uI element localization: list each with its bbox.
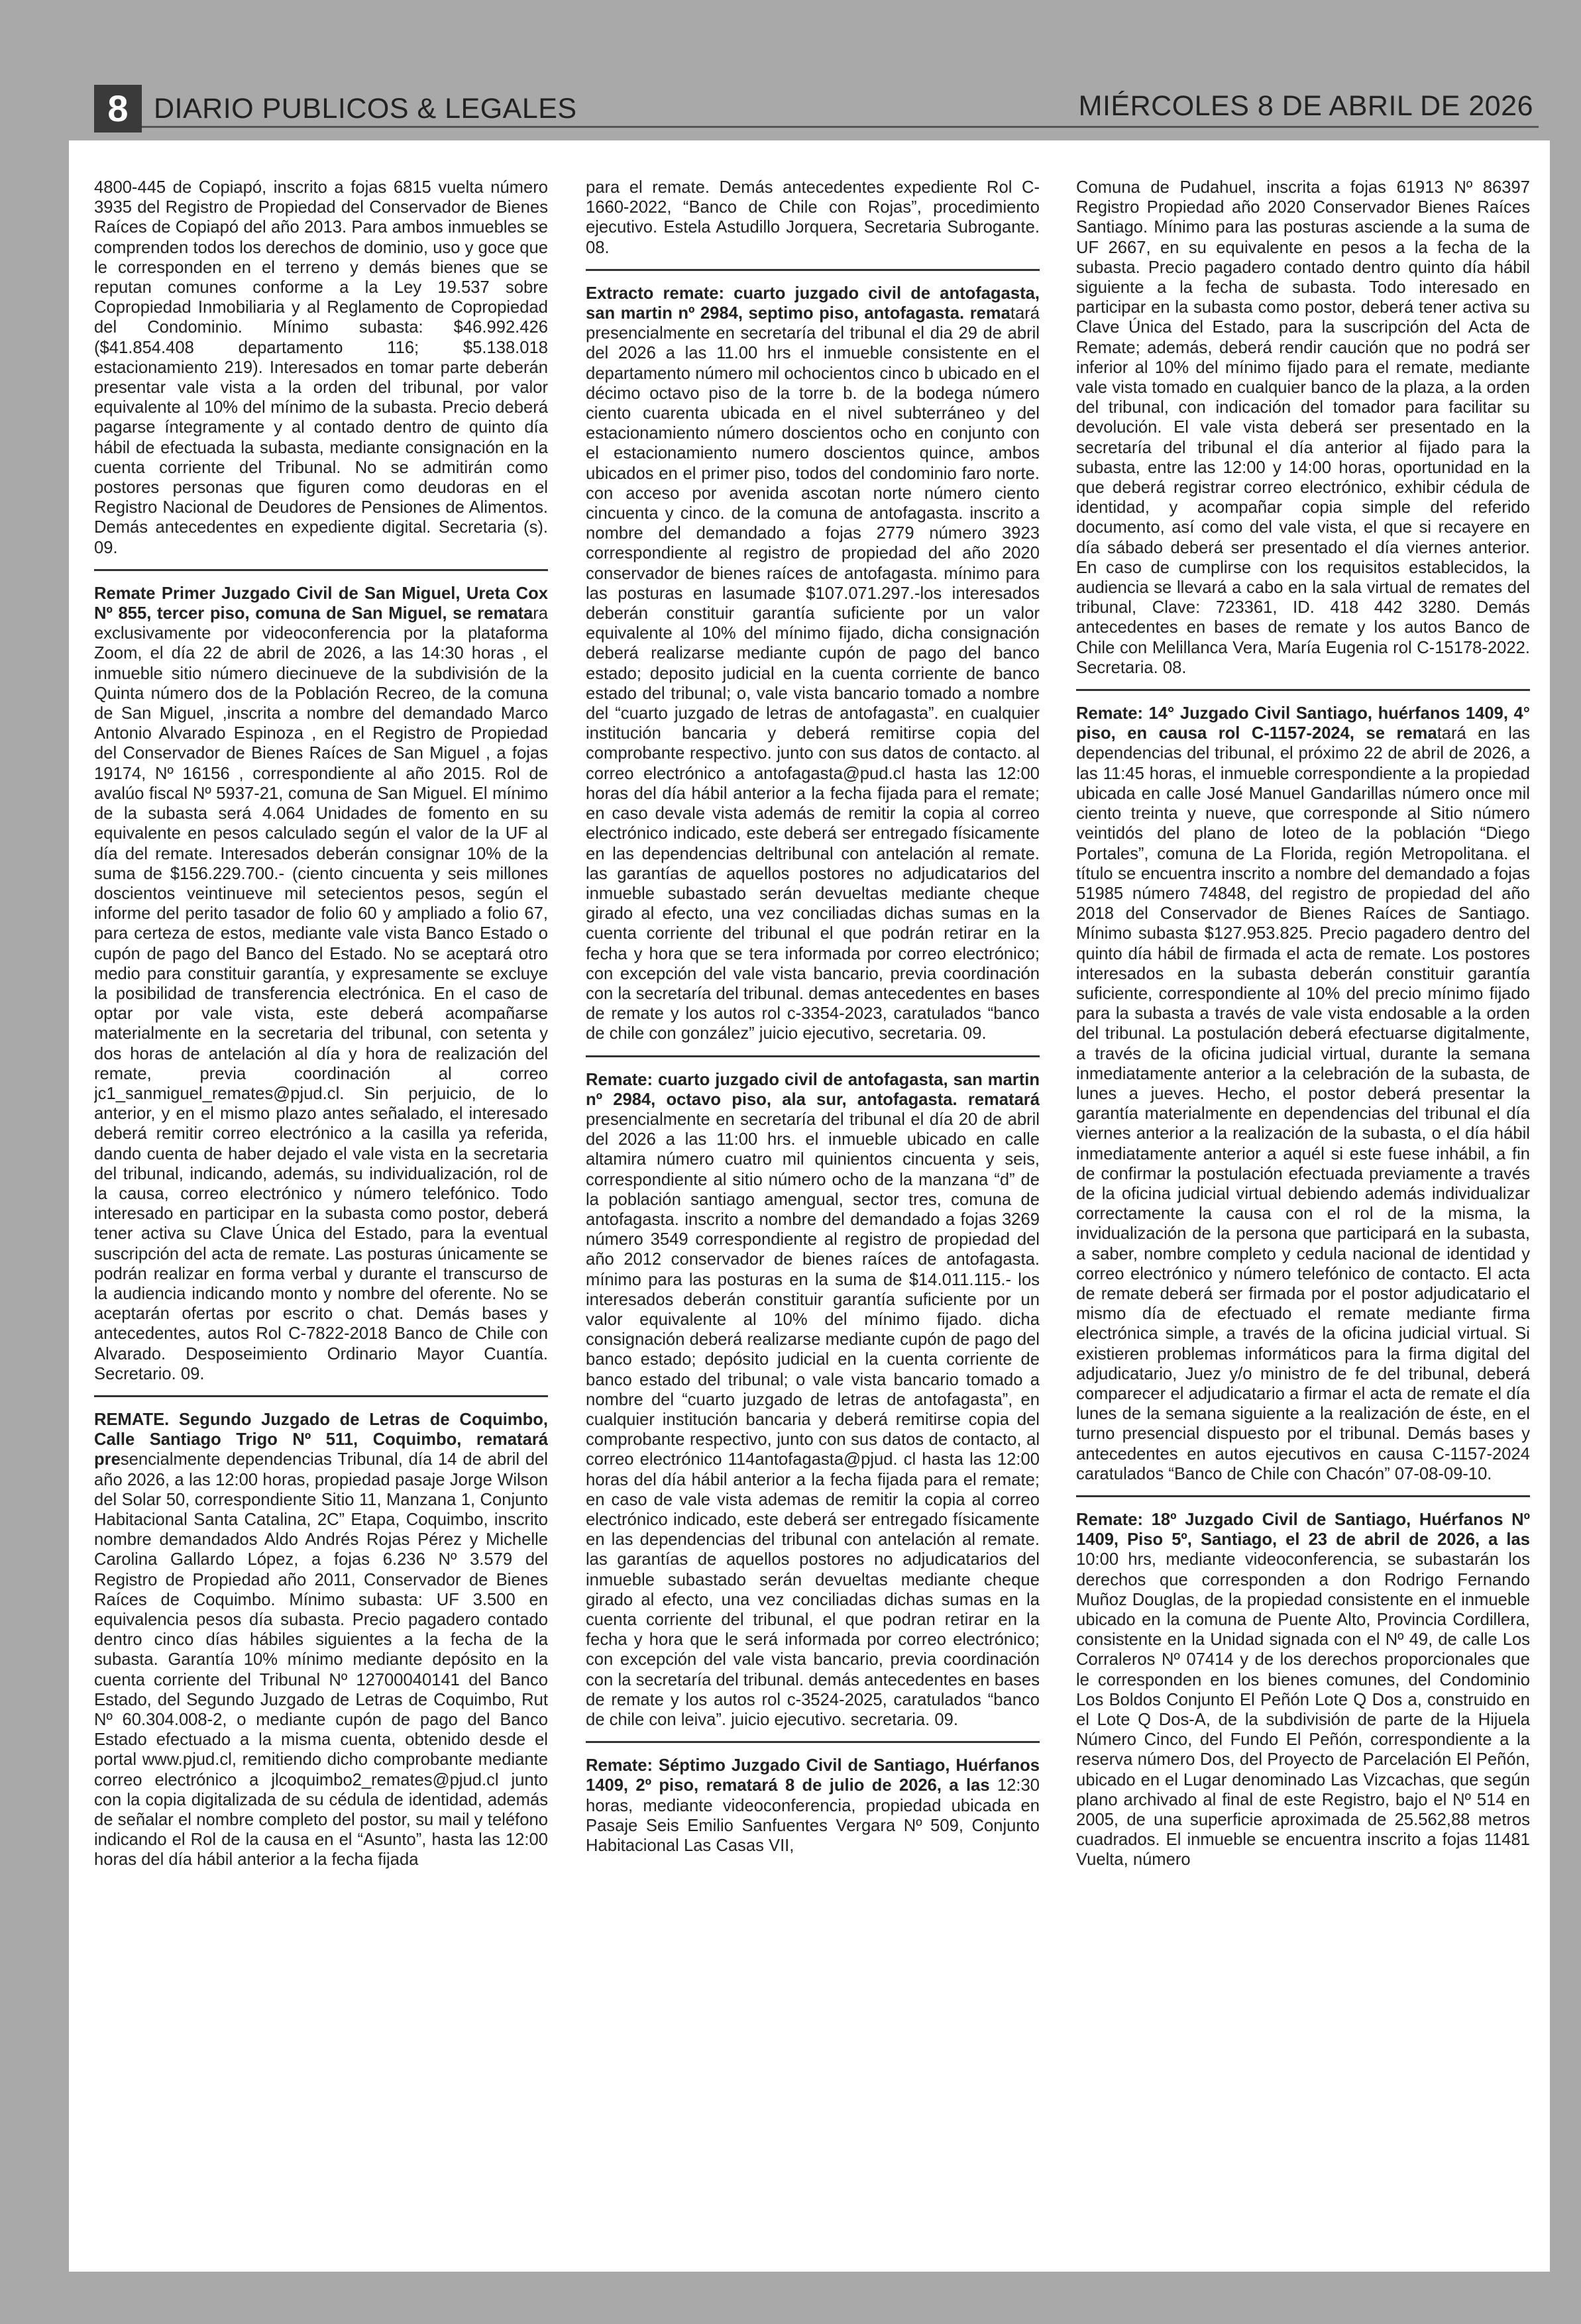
notice-divider (1076, 689, 1530, 691)
notice-lead: Extracto remate: cuarto juzgado civil de antofagasta, san martin nº 2984, septimo piso, antofagasta. rema (586, 284, 1040, 323)
notice-divider (586, 1055, 1040, 1057)
notice-lead: REMATE. Segundo Juzgado de Letras de Coquimbo, Calle Santiago Trigo Nº 511, Coquimbo, rematará pre (94, 1410, 548, 1469)
notice-body: 10:00 hrs, mediante videoconferencia, se subastarán los derechos que corresponden a don Rodrigo Fernando Muñoz Douglas, de la propiedad consistente en el inmueble ubicado en la comuna de Puente Alto, Provincia Cordillera, consistente en la Unidad signada con el Nº 49, de calle Los Corraleros Nº 07414 y de los derechos proporcionales que le corresponden en los bienes comunes, del Condominio Los Boldos Conjunto El Peñón Lote Q Dos a, construido en el Lote Q Dos-A, de la subdivisión de parte de la Hijuela Número Cinco, del Fundo El Peñón, correspondiente a la reserva número Dos, del Proyecto de Parcelación El Peñón, ubicado en el Lugar denominado Las Vizcachas, que según plano archivado al final de este Registro, bajo el Nº 514 en 2005, de una superficie aproximada de 25.562,88 metros cuadrados. El inmueble se encuentra inscrito a fojas 11481 Vuelta, número (1076, 1550, 1530, 1870)
notice-body: ra exclusivamente por videoconferencia por la plataforma Zoom, el día 22 de abril de 2026, a las 14:30 horas , el inmueble sitio número diecinueve de la subdivisión de la Quinta número dos de la Población Recreo, de la comuna de San Miguel, ,inscrita a nombre del demandado Marco Antonio Alvarado Espinoza , en el Registro de Propiedad del Conservador de Bienes Raíces de San Miguel , a fojas 19174, Nº 16156 , correspondiente al año 2015. Rol de avalúo fiscal Nº 5937-21, comuna de San Miguel. El mínimo de la subasta será 4.064 Unidades de fomento en su equivalente en pesos calculado según el valor de la UF al día del remate. Interesados deberán consignar 10% de la suma de $156.229.700.- (ciento cincuenta y seis millones doscientos veintinueve mil setecientos pesos, según el informe del perito tasador de folio 60 y ampliado a folio 67, para certeza de estos, mediante vale vista Banco Estado o cupón de pago del Banco del Estado. No se aceptará otro medio para constituir garantía, y expresamente se excluye la posibilidad de transferencia electrónica. En el caso de optar por vale vista, este deberá acompañarse materialmente en la secretaria del tribunal, con setenta y dos horas de antelación al día y hora de realización del remate, previa coordinación al correo jc1_sanmiguel_remates@pjud.cl. Sin perjuicio, de lo anterior, y en el mismo plazo antes señalado, el interesado deberá remitir correo electrónico a la casilla ya referida, dando cuenta de haber dejado el vale vista en la secretaria del tribunal, indicando, además, su individualización, rol de la causa, correo electrónico y número telefónico. Todo interesado en participar en la subasta como postor, deberá tener activa su Clave Única del Estado, para la eventual suscripción del acta de remate. Las posturas únicamente se podrán realizar en forma verbal y durante el transcurso de la audiencia indicando monto y nombre del oferente. No se aceptarán ofertas por escrito o chat. Demás bases y antecedentes, autos Rol C-7822-2018 Banco de Chile con Alvarado. Desposeimiento Ordinario Mayor Cuantía. Secretario. 09. (94, 604, 548, 1383)
page-number: 8 (94, 85, 142, 132)
notice (586, 178, 1040, 258)
notice (1076, 704, 1530, 1484)
notice (94, 1410, 548, 1870)
column-3 (1076, 178, 1530, 2238)
notice (586, 284, 1040, 1044)
notice (1076, 178, 1530, 678)
notice-body: tará presencialmente en secretaría del tribunal el dia 29 de abril del 2026 a las 11.00 hrs el inmueble consistente en el departamento número mil ochocientos cinco b ubicado en el décimo octavo piso de la torre b. de la bodega número ciento cuarenta ubicada en el nivel subterráneo y del estacionamiento número doscientos ocho en conjunto con el estacionamiento numero doscientos quince, ambos ubicados en el primer piso, todos del condominio faro norte. con acceso por avenida ascotan norte número ciento cincuenta y cinco. de la comuna de antofagasta. inscrito a nombre del demandado a fojas 2779 número 3923 correspondiente al registro de propiedad del año 2020 conservador de bienes raíces de antofagasta. mínimo para las posturas en lasumade $107.071.297.-los interesados deberán constituir garantía suficiente por un valor equivalente al 10% del mínimo fijado, dicha consignación deberá realizarse mediante cupón de pago del banco estado; deposito judicial en la cuenta corriente de banco estado del tribunal; o, vale vista bancario tomado a nombre del “cuarto juzgado de letras de antofagasta”. en cualquier institución bancaria y deberá remitirse copia del comprobante respectivo. junto con sus datos de contacto. al correo electrónico a antofagasta@pud.cl hasta las 12:00 horas del día hábil anterior a la fecha fijada para el remate; en caso devale vista además de remitir la copia al correo electrónico indicado, este deberá ser entregado físicamente en las dependencias deltribunal con antelación al remate. las garantías de aquellos postores no adjudicatarios del inmueble subastado serán devueltas mediante cheque girado al efecto, una vez conciliadas dichas sumas en la cuenta corriente del tribunal el que podrán retirar en la fecha y hora que se tera informada por correo electrónico; con excepción del vale vista bancario, previa coordinación con la secretaría del tribunal. demas antecedentes en bases de remate y los autos rol c-3354-2023, caratulados “banco de chile con gonzález” juicio ejecutivo, secretaria. 09. (586, 304, 1040, 1043)
notice-divider (586, 269, 1040, 271)
notice-lead: Remate Primer Juzgado Civil de San Miguel, Ureta Cox Nº 855, tercer piso, comuna de San Miguel, se remata (94, 584, 548, 623)
notice-body: 12:30 horas, mediante videoconferencia, propiedad ubicada en Pasaje Seis Emilio Sanfuentes Vergara Nº 509, Conjunto Habitacional Las Casas VII, (586, 1776, 1040, 1856)
notice-body: presencialmente en secretaría del tribunal el día 20 de abril del 2026 a las 11:00 hrs. el inmueble ubicado en calle altamira número cuatro mil quinientos cincuenta y seis, correspondiente al sitio número ocho de la manzana “d” de la población santiago amengual, sector tres, comuna de antofagasta. inscrito a nombre del demandado a fojas 3269 número 3549 correspondiente al registro de propiedad del año 2012 conservador de bienes raíces de antofagasta. mínimo para las posturas en la suma de $14.011.115.- los interesados deberán constituir garantía suficiente por un valor equivalente al 10% del mínimo fijado. dicha consignación deberá realizarse mediante cupón de pago del banco estado; depósito judicial en la cuenta corriente de banco estado del tribunal; o vale vista bancario tomado a nombre del “cuarto juzgado de letras de antofagasta”, en cualquier institución bancaria y deberá remitirse copia del comprobante respectivo, junto con sus datos de contacto, al correo electrónico 114antofagasta@pjud. cl hasta las 12:00 horas del día hábil anterior a la fecha fijada para el remate; en caso de vale vista ademas de remitir la copia al correo electrónico indicado, este deberá ser entregado físicamente en las dependencias del tribunal con antelación al remate. las garantías de aquellos postores no adjudicatarios del inmueble subastado serán devueltas mediante cheque girado al efecto, una vez conciliadas dichas sumas en la cuenta corriente del tribunal, el que podran retirar en la fecha y hora que le será informada por correo electrónico; con excepción del vale vista bancario, previa coordinación con la secretaría del tribunal. demás antecedentes en bases de remate y los autos rol c-3524-2025, caratulados “banco de chile con leiva”. juicio ejecutivo. secretaria. 09. (586, 1110, 1040, 1730)
notice-body: 4800-445 de Copiapó, inscrito a fojas 6815 vuelta número 3935 del Registro de Propiedad del Conservador de Bienes Raíces de Copiapó del año 2013. Para ambos inmuebles se comprenden todos los derechos de dominio, uso y goce que le corresponden en el terreno y demás bienes que se reputan comunes conforme a la Ley 19.537 sobre Copropiedad Inmobiliaria y al Reglamento de Copropiedad del Condominio. Mínimo subasta: $46.992.426 ($41.854.408 departamento 116; $5.138.018 estacionamiento 219). Interesados en tomar parte deberán presentar vale vista a la orden del tribunal, por valor equivalente al 10% del mínimo de la subasta. Precio deberá pagarse íntegramente y al contado dentro de quinto día hábil de efectuada la subasta, mediante consignación en la cuenta corriente del Tribunal. No se admitirán como postores personas que figuren como deudoras en el Registro Nacional de Deudores de Pensiones de Alimentos. Demás antecedentes en expediente digital. Secretaria (s). 09. (94, 178, 548, 557)
notice (586, 1070, 1040, 1730)
notice-divider (94, 569, 548, 571)
notice (94, 178, 548, 558)
column-1 (94, 178, 548, 2238)
notice-divider (586, 1741, 1040, 1743)
notice (1076, 1510, 1530, 1870)
notice-lead: Remate: cuarto juzgado civil de antofagasta, san martin nº 2984, octavo piso, ala sur, antofagasta. rematará (586, 1070, 1040, 1109)
publication-date: MIÉRCOLES 8 DE ABRIL DE 2026 (1078, 90, 1533, 122)
notice-body: sencialmente dependencias Tribunal, día 14 de abril del año 2026, a las 12:00 horas, propiedad pasaje Jorge Wilson del Solar 50, correspondiente Sitio 11, Manzana 1, Conjunto Habitacional Santa Catalina, 2C” Etapa, Coquimbo, inscrito nombre demandados Aldo Andrés Rojas Pérez y Michelle Carolina Gallardo López, a fojas 6.236 Nº 3.579 del Registro de Propiedad año 2011, Conservador de Bienes Raíces de Coquimbo. Mínimo subasta: UF 3.500 en equivalencia pesos día subasta. Precio pagadero contado dentro cinco días hábiles siguientes a la fecha de la subasta. Garantía 10% mínimo mediante depósito en la cuenta corriente del Tribunal Nº 12700040141 del Banco Estado, del Segundo Juzgado de Letras de Coquimbo, Rut Nº 60.304.008-2, o mediante cupón de pago del Banco Estado efectuado a la misma cuenta, obtenido desde el portal www.pjud.cl, remitiendo dicho comprobante mediante correo electrónico a jlcoquimbo2_remates@pjud.cl junto con la copia digitalizada de su cédula de identidad, además de señalar el nombre completo del postor, su mail y teléfono indicando el Rol de la causa en el “Asunto”, hasta las 12:00 horas del día hábil anterior a la fecha fijada (94, 1450, 548, 1870)
notice-lead: Remate: 14° Juzgado Civil Santiago, huérfanos 1409, 4° piso, en causa rol C-1157-2024, se rema (1076, 704, 1530, 743)
notice-body: Comuna de Pudahuel, inscrita a fojas 61913 Nº 86397 Registro Propiedad año 2020 Conservador Bienes Raíces Santiago. Mínimo para las posturas asciende a la suma de UF 2667, en su equivalente en pesos a la fecha de la subasta. Precio pagadero contado dentro quinto día hábil siguiente a la fecha de subasta. Todo interesado en participar en la subasta como postor, deberá tener activa su Clave Única del Estado, para la suscripción del Acta de Remate; además, deberá rendir caución que no podrá ser inferior al 10% del mínimo fijado para el remate, mediante vale vista tomado en cualquier banco de la plaza, a la orden del tribunal, con indicación del tomador para facilitar su devolución. El vale vista deberá ser presentado en la secretaría del tribunal el día anterior al fijado para la subasta, entre las 12:00 y 14:00 horas, oportunidad en la que deberá registrar correo electrónico, exhibir cédula de identidad, y acompañar copia simple del referido documento, así como del vale vista, el que si recayere en día sábado deberá ser presentado el día viernes anterior. En caso de cumplirse con los requisitos establecidos, la audiencia se llevará a cabo en la sala virtual de remates del tribunal, Clave: 723361, ID. 418 442 3280. Demás antecedentes en bases de remate y los autos Banco de Chile con Melillanca Vera, María Eugenia rol C-15178-2022. Secretaria. 08. (1076, 178, 1530, 677)
notice (586, 1756, 1040, 1856)
column-2 (586, 178, 1040, 2238)
notice-lead: Remate: 18º Juzgado Civil de Santiago, Huérfanos Nº 1409, Piso 5º, Santiago, el 23 de abril de 2026, a las (1076, 1510, 1530, 1550)
publication-title: DIARIO PUBLICOS & LEGALES (154, 93, 577, 125)
header-rule (142, 126, 1539, 128)
page-header (94, 85, 1539, 132)
notice-lead: Remate: Séptimo Juzgado Civil de Santiago, Huérfanos 1409, 2º piso, rematará 8 de julio de 2026, a las (586, 1756, 1040, 1795)
notice-divider (94, 1395, 548, 1397)
notice-body: para el remate. Demás antecedentes expediente Rol C-1660-2022, “Banco de Chile con Rojas”, procedimiento ejecutivo. Estela Astudillo Jorquera, Secretaria Subrogante. 08. (586, 178, 1040, 257)
notice (94, 584, 548, 1384)
notice-divider (1076, 1495, 1530, 1497)
notice-body: tará en las dependencias del tribunal, el próximo 22 de abril de 2026, a las 11:45 horas, el inmueble correspondiente a la propiedad ubicada en calle José Manuel Gandarillas número once mil ciento treinta y nueve, que corresponde al Sitio número veintidós del plano de loteo de la población “Diego Portales”, comuna de La Florida, región Metropolitana. el título se encuentra inscrito a nombre del demandado a fojas 51985 número 74848, del registro de propiedad del año 2018 del Conservador de Bienes Raíces de Santiago. Mínimo subasta $127.953.825. Precio pagadero dentro del quinto día hábil de firmada el acta de remate. Los postores interesados en la subasta deberán constituir garantía suficiente, correspondiente al 10% del precio mínimo fijado para la subasta a través de vale vista endosable a la orden del tribunal. La postulación deberá efectuarse digitalmente, a través de la oficina judicial virtual, durante la semana inmediatamente anterior a la celebración de la subasta, de lunes a jueves. Hecho, el postor deberá presentar la garantía materialmente en dependencias del tribunal el día viernes anterior a la realización de la subasta, o el día hábil inmediatamente anterior a aquél si este fuese inhábil, a fin de confirmar la postulación efectuada previamente a través de la oficina judicial virtual debiendo además individualizar correctamente la causa con el rol de la misma, la invidualización de la persona que participará en la subasta, a saber, nombre completo y cedula nacional de identidad y correo electrónico y número telefónico de contacto. El acta de remate deberá ser firmada por el postor adjudicatario el mismo día de efectuado el remate mediante firma electrónica simple, a través de la oficina judicial virtual. Si existieren problemas informáticos para la firma digital del adjudicatario, Juez y/o ministro de fe del tribunal, deberá comparecer el adjudicatario a firmar el acta de remate el día lunes de la semana siguiente a la realización de éste, en el turno presencial dispuesto por el tribunal. Demás bases y antecedentes en autos ejecutivos en causa C-1157-2024 caratulados “Banco de Chile con Chacón” 07-08-09-10. (1076, 724, 1530, 1483)
